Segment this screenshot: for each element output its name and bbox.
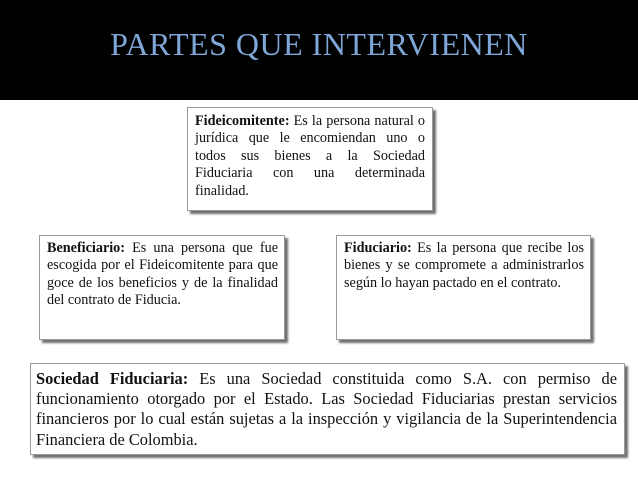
- sociedad-fiduciaria-definition: Es una Sociedad constituida como S.A. con permiso de funcionamiento otorgado por el Estado. Las Sociedad Fiduciarias prestan servicios financieros por lo cual están sujetas a la inspección y vigilancia de la Superintendencia Financiera de Colombia.: [36, 369, 617, 449]
- fideicomitente-term: Fideicomitente:: [195, 113, 290, 129]
- beneficiario-definition: Es una persona que fue escogida por el Fideicomitente para que goce de los beneficios y de la finalidad del contrato de Fiducia.: [47, 240, 278, 309]
- sociedad-fiduciaria-term: Sociedad Fiduciaria:: [36, 369, 189, 388]
- sociedad-fiduciaria-box: [30, 363, 625, 455]
- fideicomitente-box: [187, 107, 433, 211]
- fiduciario-definition: Es la persona que recibe los bienes y se compromete a administrarlos según lo hayan pactado en el contrato.: [344, 240, 584, 291]
- slide-title: PARTES QUE INTERVIENEN: [110, 26, 528, 62]
- fideicomitente-definition: Es la persona natural o jurídica que le encomiendan uno o todos sus bienes a la Sociedad Fiduciaria con una determinada finalidad.: [195, 113, 425, 199]
- fiduciario-term: Fiduciario:: [344, 240, 412, 256]
- fiduciario-box: [336, 235, 591, 340]
- beneficiario-term: Beneficiario:: [47, 240, 126, 256]
- beneficiario-box: [39, 235, 285, 340]
